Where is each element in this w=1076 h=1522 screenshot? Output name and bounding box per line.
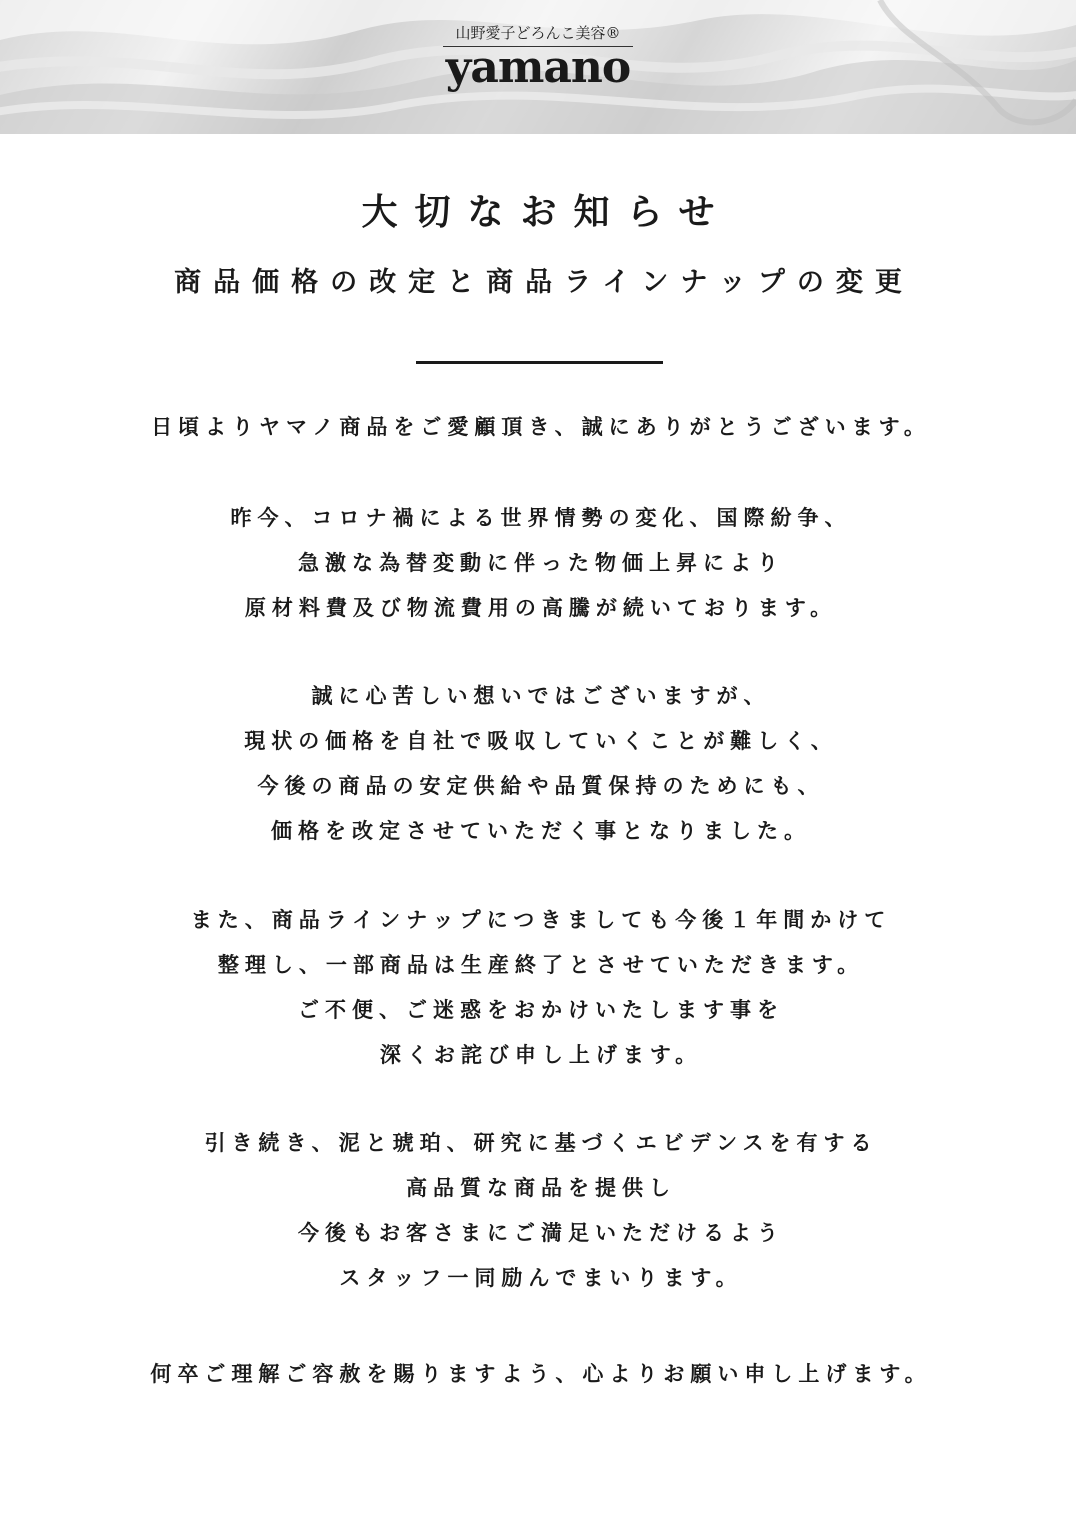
paragraph-lineup-change xyxy=(0,898,1076,1078)
text-line: スタッフ一同励んでまいります。 xyxy=(339,1266,743,1290)
text-line: 何卒ご理解ご容赦を賜りますよう、心よりお願い申し上げます。 xyxy=(150,1362,932,1386)
text-line: 誠に心苦しい想いではございますが、 xyxy=(311,684,771,708)
text-line: 高品質な商品を提供し xyxy=(406,1176,676,1200)
paragraph-closing xyxy=(0,1352,1076,1397)
text-line: 深くお詫び申し上げます。 xyxy=(379,1043,703,1067)
text-line: 日頃よりヤマノ商品をご愛顧頂き、誠にありがとうございます。 xyxy=(151,415,931,439)
brand-subtitle: 山野愛子どろんこ美容® xyxy=(443,22,633,47)
header-banner xyxy=(0,0,1076,134)
divider xyxy=(416,361,663,364)
notice-subtitle: 商品価格の改定と商品ラインナップの変更 xyxy=(174,267,914,298)
text-line: 現状の価格を自社で吸収していくことが難しく、 xyxy=(244,729,838,753)
text-line: 整理し、一部商品は生産終了とさせていただきます。 xyxy=(217,953,865,977)
text-line: また、商品ラインナップにつきましても今後１年間かけて xyxy=(190,908,892,932)
text-line: 昨今、コロナ禍による世界情勢の変化、国際紛争、 xyxy=(230,506,852,530)
text-line: ご不便、ご迷惑をおかけいたします事を xyxy=(298,998,784,1022)
text-line: 急激な為替変動に伴った物価上昇により xyxy=(298,551,784,575)
text-line: 原材料費及び物流費用の高騰が続いております。 xyxy=(244,596,838,620)
text-line: 今後もお客さまにご満足いただけるよう xyxy=(298,1221,784,1245)
text-line: 価格を改定させていただく事となりました。 xyxy=(271,819,811,843)
paragraph-commitment xyxy=(0,1121,1076,1301)
paragraph-price-revision xyxy=(0,674,1076,854)
text-line: 引き続き、泥と琥珀、研究に基づくエビデンスを有する xyxy=(204,1131,878,1155)
text-line: 今後の商品の安定供給や品質保持のためにも、 xyxy=(257,774,825,798)
notice-title: 大切なお知らせ xyxy=(361,192,732,233)
brand-logo-block xyxy=(0,22,1076,93)
paragraph-background xyxy=(0,496,1076,631)
yamano-logo: yamano xyxy=(445,42,631,93)
paragraph-greeting xyxy=(0,405,1076,450)
